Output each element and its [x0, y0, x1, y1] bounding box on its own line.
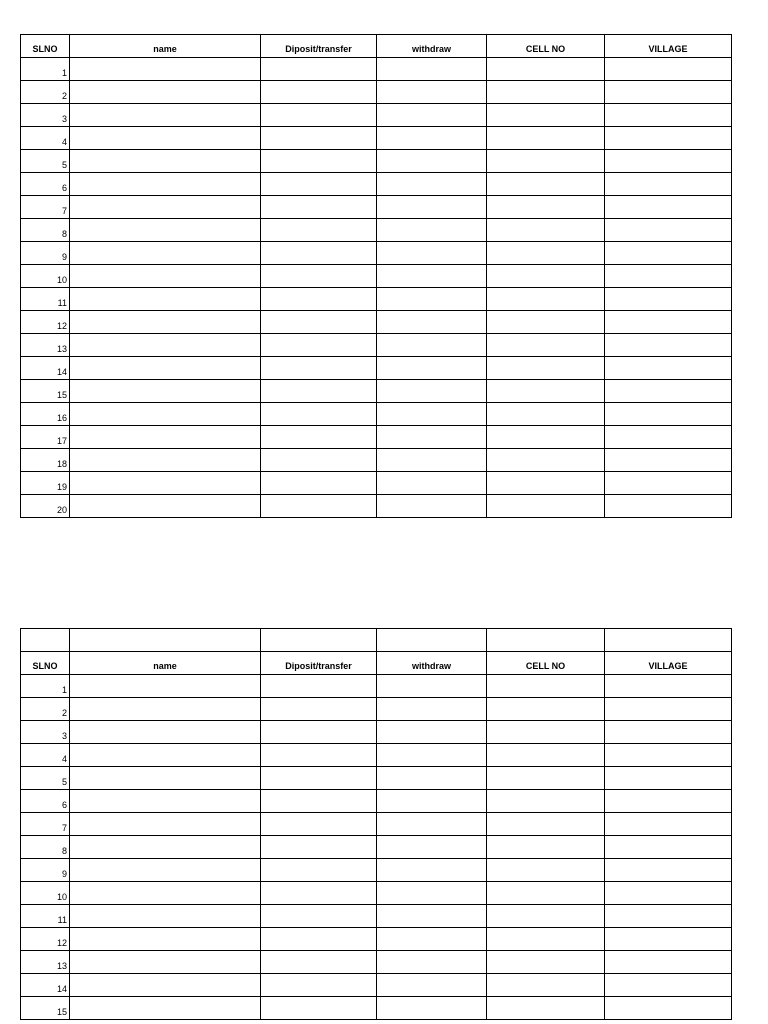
name-cell[interactable]: [70, 951, 261, 974]
slno-cell[interactable]: 12: [21, 928, 70, 951]
deposit-transfer-cell[interactable]: [261, 173, 377, 196]
withdraw-cell[interactable]: [377, 859, 487, 882]
village-cell[interactable]: [605, 813, 732, 836]
header-village[interactable]: VILLAGE: [605, 35, 732, 58]
name-cell[interactable]: [70, 974, 261, 997]
slno-cell[interactable]: 10: [21, 265, 70, 288]
table-row: [21, 150, 732, 173]
withdraw-cell[interactable]: [377, 882, 487, 905]
cell-no-cell[interactable]: [487, 813, 605, 836]
village-cell[interactable]: [605, 104, 732, 127]
withdraw-cell[interactable]: [377, 104, 487, 127]
cell-no-cell[interactable]: [487, 104, 605, 127]
deposit-transfer-cell[interactable]: [261, 265, 377, 288]
cell-no-cell[interactable]: [487, 403, 605, 426]
village-cell[interactable]: [605, 767, 732, 790]
deposit-register-table-2: [20, 628, 732, 1020]
deposit-transfer-cell[interactable]: [261, 675, 377, 698]
table-row: [21, 767, 732, 790]
table-row: [21, 334, 732, 357]
name-cell[interactable]: [70, 790, 261, 813]
header-withdraw[interactable]: withdraw: [377, 652, 487, 675]
deposit-transfer-cell[interactable]: [261, 104, 377, 127]
deposit-transfer-cell[interactable]: [261, 242, 377, 265]
village-cell[interactable]: [605, 698, 732, 721]
deposit-transfer-cell[interactable]: [261, 974, 377, 997]
slno-cell[interactable]: 11: [21, 905, 70, 928]
withdraw-cell[interactable]: [377, 127, 487, 150]
village-cell[interactable]: [605, 905, 732, 928]
header-cell-no[interactable]: CELL NO: [487, 652, 605, 675]
cell-no-cell[interactable]: [487, 905, 605, 928]
village-cell[interactable]: [605, 357, 732, 380]
village-cell[interactable]: [605, 288, 732, 311]
table-row: [21, 813, 732, 836]
table-row: [21, 928, 732, 951]
header-name[interactable]: name: [70, 652, 261, 675]
cell-no-cell[interactable]: [487, 219, 605, 242]
village-cell[interactable]: [605, 472, 732, 495]
name-cell[interactable]: [70, 882, 261, 905]
withdraw-cell[interactable]: [377, 357, 487, 380]
table-row: [21, 721, 732, 744]
header-slno[interactable]: SLNO: [21, 652, 70, 675]
name-cell[interactable]: [70, 472, 261, 495]
deposit-transfer-cell[interactable]: [261, 997, 377, 1020]
table-body: [21, 629, 732, 1020]
table-row: [21, 905, 732, 928]
blank-row: [21, 629, 732, 652]
deposit-transfer-cell[interactable]: [261, 859, 377, 882]
name-cell[interactable]: [70, 58, 261, 81]
withdraw-cell[interactable]: [377, 997, 487, 1020]
table-row: [21, 288, 732, 311]
header-deposit-transfer[interactable]: Diposit/transfer: [261, 35, 377, 58]
table-row: [21, 997, 732, 1020]
withdraw-cell[interactable]: [377, 219, 487, 242]
village-cell[interactable]: [605, 974, 732, 997]
village-cell[interactable]: [605, 334, 732, 357]
cell-no-cell[interactable]: [487, 449, 605, 472]
slno-cell[interactable]: 18: [21, 449, 70, 472]
deposit-transfer-cell[interactable]: [261, 403, 377, 426]
slno-cell[interactable]: 11: [21, 288, 70, 311]
cell-no-cell[interactable]: [487, 721, 605, 744]
withdraw-cell[interactable]: [377, 58, 487, 81]
withdraw-cell[interactable]: [377, 288, 487, 311]
table-row: [21, 744, 732, 767]
deposit-transfer-cell[interactable]: [261, 790, 377, 813]
village-cell[interactable]: [605, 127, 732, 150]
header-row: [21, 35, 732, 58]
village-cell[interactable]: [605, 265, 732, 288]
cell-no-cell[interactable]: [487, 242, 605, 265]
withdraw-cell[interactable]: [377, 196, 487, 219]
withdraw-cell[interactable]: [377, 951, 487, 974]
deposit-transfer-cell[interactable]: [261, 495, 377, 518]
table-row: [21, 882, 732, 905]
name-cell[interactable]: [70, 288, 261, 311]
cell-no-cell[interactable]: [487, 495, 605, 518]
table-row: [21, 311, 732, 334]
withdraw-cell[interactable]: [377, 380, 487, 403]
table-row: [21, 127, 732, 150]
village-cell[interactable]: [605, 836, 732, 859]
name-cell[interactable]: [70, 813, 261, 836]
withdraw-cell[interactable]: [377, 426, 487, 449]
cell[interactable]: [261, 629, 377, 652]
cell[interactable]: [605, 629, 732, 652]
deposit-transfer-cell[interactable]: [261, 426, 377, 449]
slno-cell[interactable]: 9: [21, 859, 70, 882]
name-cell[interactable]: [70, 173, 261, 196]
cell-no-cell[interactable]: [487, 767, 605, 790]
header-withdraw[interactable]: withdraw: [377, 35, 487, 58]
slno-cell[interactable]: 7: [21, 196, 70, 219]
village-cell[interactable]: [605, 196, 732, 219]
cell-no-cell[interactable]: [487, 127, 605, 150]
slno-cell[interactable]: 7: [21, 813, 70, 836]
deposit-transfer-cell[interactable]: [261, 196, 377, 219]
table-row: [21, 790, 732, 813]
name-cell[interactable]: [70, 265, 261, 288]
name-cell[interactable]: [70, 219, 261, 242]
deposit-transfer-cell[interactable]: [261, 81, 377, 104]
village-cell[interactable]: [605, 744, 732, 767]
name-cell[interactable]: [70, 104, 261, 127]
deposit-transfer-cell[interactable]: [261, 767, 377, 790]
slno-cell[interactable]: 4: [21, 127, 70, 150]
withdraw-cell[interactable]: [377, 311, 487, 334]
deposit-transfer-cell[interactable]: [261, 127, 377, 150]
name-cell[interactable]: [70, 997, 261, 1020]
table-row: [21, 449, 732, 472]
table-row: [21, 196, 732, 219]
name-cell[interactable]: [70, 859, 261, 882]
village-cell[interactable]: [605, 928, 732, 951]
slno-cell[interactable]: 14: [21, 974, 70, 997]
withdraw-cell[interactable]: [377, 905, 487, 928]
withdraw-cell[interactable]: [377, 449, 487, 472]
withdraw-cell[interactable]: [377, 472, 487, 495]
village-cell[interactable]: [605, 242, 732, 265]
village-cell[interactable]: [605, 403, 732, 426]
deposit-transfer-cell[interactable]: [261, 744, 377, 767]
table-row: [21, 974, 732, 997]
slno-cell[interactable]: 20: [21, 495, 70, 518]
name-cell[interactable]: [70, 905, 261, 928]
village-cell[interactable]: [605, 790, 732, 813]
name-cell[interactable]: [70, 150, 261, 173]
village-cell[interactable]: [605, 997, 732, 1020]
withdraw-cell[interactable]: [377, 836, 487, 859]
cell-no-cell[interactable]: [487, 426, 605, 449]
withdraw-cell[interactable]: [377, 790, 487, 813]
deposit-transfer-cell[interactable]: [261, 698, 377, 721]
slno-cell[interactable]: 13: [21, 334, 70, 357]
withdraw-cell[interactable]: [377, 403, 487, 426]
cell-no-cell[interactable]: [487, 744, 605, 767]
withdraw-cell[interactable]: [377, 334, 487, 357]
table-row: [21, 104, 732, 127]
cell[interactable]: [377, 629, 487, 652]
cell-no-cell[interactable]: [487, 288, 605, 311]
deposit-transfer-cell[interactable]: [261, 380, 377, 403]
table-row: [21, 219, 732, 242]
table-row: [21, 173, 732, 196]
name-cell[interactable]: [70, 426, 261, 449]
village-cell[interactable]: [605, 150, 732, 173]
table-row: [21, 495, 732, 518]
slno-cell[interactable]: 6: [21, 173, 70, 196]
cell-no-cell[interactable]: [487, 150, 605, 173]
village-cell[interactable]: [605, 449, 732, 472]
cell-no-cell[interactable]: [487, 81, 605, 104]
table-row: [21, 426, 732, 449]
name-cell[interactable]: [70, 449, 261, 472]
cell-no-cell[interactable]: [487, 357, 605, 380]
slno-cell[interactable]: 1: [21, 675, 70, 698]
deposit-transfer-cell[interactable]: [261, 472, 377, 495]
table-row: [21, 698, 732, 721]
deposit-transfer-cell[interactable]: [261, 813, 377, 836]
slno-cell[interactable]: 13: [21, 951, 70, 974]
deposit-transfer-cell[interactable]: [261, 721, 377, 744]
cell-no-cell[interactable]: [487, 928, 605, 951]
cell-no-cell[interactable]: [487, 790, 605, 813]
name-cell[interactable]: [70, 196, 261, 219]
village-cell[interactable]: [605, 58, 732, 81]
slno-cell[interactable]: 8: [21, 219, 70, 242]
village-cell[interactable]: [605, 426, 732, 449]
table-row: [21, 859, 732, 882]
withdraw-cell[interactable]: [377, 974, 487, 997]
slno-cell[interactable]: 5: [21, 767, 70, 790]
cell-no-cell[interactable]: [487, 698, 605, 721]
cell-no-cell[interactable]: [487, 882, 605, 905]
slno-cell[interactable]: 3: [21, 721, 70, 744]
name-cell[interactable]: [70, 721, 261, 744]
cell-no-cell[interactable]: [487, 380, 605, 403]
slno-cell[interactable]: 15: [21, 380, 70, 403]
deposit-transfer-cell[interactable]: [261, 150, 377, 173]
withdraw-cell[interactable]: [377, 698, 487, 721]
table-row: [21, 265, 732, 288]
deposit-transfer-cell[interactable]: [261, 219, 377, 242]
cell-no-cell[interactable]: [487, 836, 605, 859]
village-cell[interactable]: [605, 721, 732, 744]
cell-no-cell[interactable]: [487, 859, 605, 882]
name-cell[interactable]: [70, 836, 261, 859]
header-slno[interactable]: SLNO: [21, 35, 70, 58]
withdraw-cell[interactable]: [377, 242, 487, 265]
name-cell[interactable]: [70, 767, 261, 790]
deposit-transfer-cell[interactable]: [261, 288, 377, 311]
withdraw-cell[interactable]: [377, 767, 487, 790]
village-cell[interactable]: [605, 380, 732, 403]
slno-cell[interactable]: 4: [21, 744, 70, 767]
withdraw-cell[interactable]: [377, 675, 487, 698]
name-cell[interactable]: [70, 403, 261, 426]
name-cell[interactable]: [70, 675, 261, 698]
table-row: [21, 58, 732, 81]
village-cell[interactable]: [605, 882, 732, 905]
withdraw-cell[interactable]: [377, 81, 487, 104]
cell-no-cell[interactable]: [487, 334, 605, 357]
village-cell[interactable]: [605, 219, 732, 242]
deposit-transfer-cell[interactable]: [261, 836, 377, 859]
name-cell[interactable]: [70, 744, 261, 767]
withdraw-cell[interactable]: [377, 721, 487, 744]
village-cell[interactable]: [605, 311, 732, 334]
name-cell[interactable]: [70, 357, 261, 380]
header-village[interactable]: VILLAGE: [605, 652, 732, 675]
name-cell[interactable]: [70, 81, 261, 104]
withdraw-cell[interactable]: [377, 495, 487, 518]
deposit-transfer-cell[interactable]: [261, 905, 377, 928]
slno-cell[interactable]: 17: [21, 426, 70, 449]
deposit-transfer-cell[interactable]: [261, 58, 377, 81]
slno-cell[interactable]: 16: [21, 403, 70, 426]
withdraw-cell[interactable]: [377, 173, 487, 196]
cell-no-cell[interactable]: [487, 311, 605, 334]
deposit-transfer-cell[interactable]: [261, 449, 377, 472]
cell-no-cell[interactable]: [487, 675, 605, 698]
header-deposit-transfer[interactable]: Diposit/transfer: [261, 652, 377, 675]
village-cell[interactable]: [605, 495, 732, 518]
deposit-transfer-cell[interactable]: [261, 882, 377, 905]
withdraw-cell[interactable]: [377, 265, 487, 288]
cell-no-cell[interactable]: [487, 58, 605, 81]
header-row: [21, 652, 732, 675]
cell[interactable]: [70, 629, 261, 652]
name-cell[interactable]: [70, 127, 261, 150]
name-cell[interactable]: [70, 495, 261, 518]
slno-cell[interactable]: 14: [21, 357, 70, 380]
slno-cell[interactable]: 5: [21, 150, 70, 173]
name-cell[interactable]: [70, 380, 261, 403]
deposit-register-table-1: [20, 34, 732, 518]
deposit-transfer-cell[interactable]: [261, 951, 377, 974]
name-cell[interactable]: [70, 698, 261, 721]
table-row: [21, 403, 732, 426]
cell-no-cell[interactable]: [487, 196, 605, 219]
table-body: [21, 58, 732, 518]
slno-cell[interactable]: 12: [21, 311, 70, 334]
withdraw-cell[interactable]: [377, 150, 487, 173]
cell[interactable]: [487, 629, 605, 652]
slno-cell[interactable]: 1: [21, 58, 70, 81]
village-cell[interactable]: [605, 675, 732, 698]
table-row: [21, 472, 732, 495]
slno-cell[interactable]: 9: [21, 242, 70, 265]
cell-no-cell[interactable]: [487, 265, 605, 288]
slno-cell[interactable]: 3: [21, 104, 70, 127]
withdraw-cell[interactable]: [377, 744, 487, 767]
table-row: [21, 836, 732, 859]
slno-cell[interactable]: 19: [21, 472, 70, 495]
name-cell[interactable]: [70, 334, 261, 357]
table-row: [21, 357, 732, 380]
header-name[interactable]: name: [70, 35, 261, 58]
name-cell[interactable]: [70, 928, 261, 951]
table-row: [21, 242, 732, 265]
slno-cell[interactable]: 2: [21, 698, 70, 721]
cell-no-cell[interactable]: [487, 974, 605, 997]
withdraw-cell[interactable]: [377, 928, 487, 951]
cell[interactable]: [21, 629, 70, 652]
deposit-transfer-cell[interactable]: [261, 311, 377, 334]
deposit-transfer-cell[interactable]: [261, 928, 377, 951]
cell-no-cell[interactable]: [487, 173, 605, 196]
cell-no-cell[interactable]: [487, 951, 605, 974]
village-cell[interactable]: [605, 81, 732, 104]
slno-cell[interactable]: 6: [21, 790, 70, 813]
slno-cell[interactable]: 10: [21, 882, 70, 905]
table-row: [21, 81, 732, 104]
slno-cell[interactable]: 2: [21, 81, 70, 104]
table-row: [21, 675, 732, 698]
withdraw-cell[interactable]: [377, 813, 487, 836]
village-cell[interactable]: [605, 859, 732, 882]
village-cell[interactable]: [605, 173, 732, 196]
slno-cell[interactable]: 8: [21, 836, 70, 859]
deposit-transfer-cell[interactable]: [261, 334, 377, 357]
header-cell-no[interactable]: CELL NO: [487, 35, 605, 58]
cell-no-cell[interactable]: [487, 997, 605, 1020]
village-cell[interactable]: [605, 951, 732, 974]
name-cell[interactable]: [70, 311, 261, 334]
cell-no-cell[interactable]: [487, 472, 605, 495]
deposit-transfer-cell[interactable]: [261, 357, 377, 380]
table-row: [21, 951, 732, 974]
slno-cell[interactable]: 15: [21, 997, 70, 1020]
name-cell[interactable]: [70, 242, 261, 265]
table-row: [21, 380, 732, 403]
